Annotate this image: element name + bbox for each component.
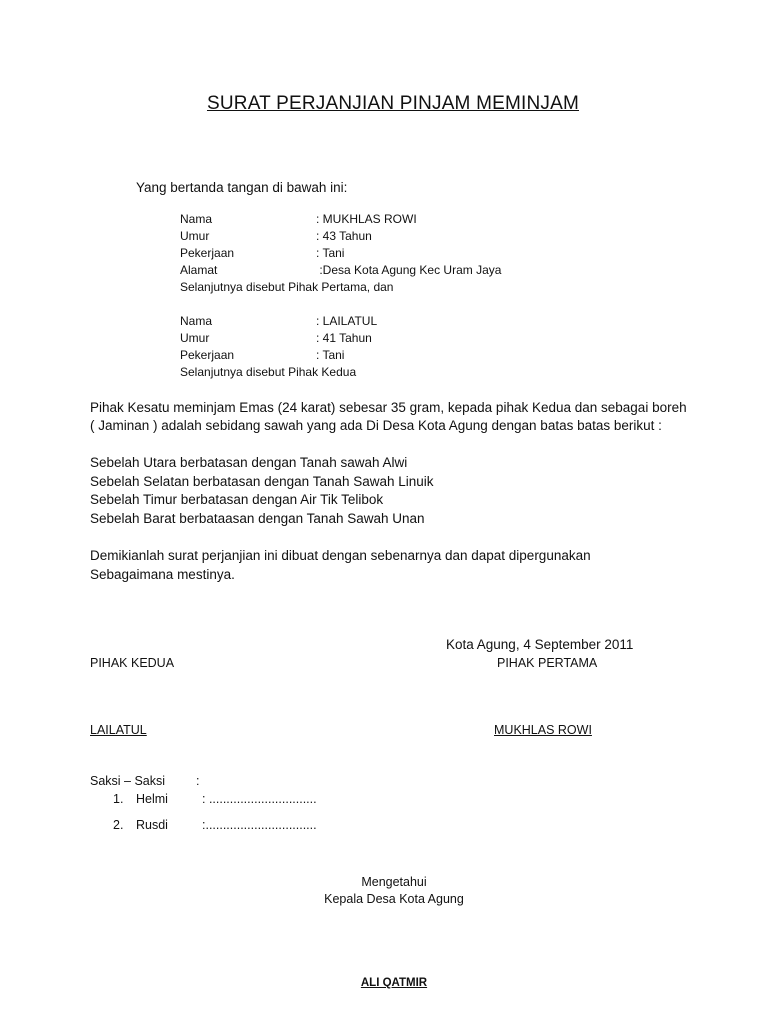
field-value: : Tani bbox=[316, 348, 345, 362]
witness-number: 2. bbox=[113, 818, 124, 832]
first-party-closing: Selanjutnya disebut Pihak Pertama, dan bbox=[180, 280, 394, 294]
first-party-age-row bbox=[180, 228, 501, 245]
first-party-signature-name: MUKHLAS ROWI bbox=[494, 723, 592, 737]
boundary-east: Sebelah Timur berbatasan dengan Air Tik Telibok bbox=[90, 492, 384, 507]
witnesses-label: Saksi – Saksi bbox=[90, 774, 166, 788]
first-party-role: PIHAK PERTAMA bbox=[497, 656, 598, 670]
second-party-age-row bbox=[180, 330, 377, 347]
field-value: : MUKHLAS ROWI bbox=[316, 212, 417, 226]
second-party-name-row bbox=[180, 313, 377, 330]
field-label: Nama bbox=[180, 212, 213, 226]
field-value: : LAILATUL bbox=[316, 314, 378, 328]
witnesses-colon: : bbox=[196, 774, 200, 788]
closing-line: Sebagaimana mestinya. bbox=[90, 567, 235, 582]
boundaries-list bbox=[90, 454, 434, 528]
document-title: SURAT PERJANJIAN PINJAM MEMINJAM bbox=[206, 93, 579, 114]
witness-name: Rusdi bbox=[136, 818, 168, 832]
boundary-north: Sebelah Utara berbatasan dengan Tanah sawah Alwi bbox=[90, 455, 408, 470]
witness-signature-line: : ............................... bbox=[202, 792, 317, 806]
second-party-role: PIHAK KEDUA bbox=[90, 656, 175, 670]
field-label: Nama bbox=[180, 314, 213, 328]
field-value: :Desa Kota Agung Kec Uram Jaya bbox=[316, 263, 502, 277]
boundary-south: Sebelah Selatan berbatasan dengan Tanah Sawah Linuik bbox=[90, 473, 434, 489]
closing-statement bbox=[90, 546, 591, 584]
witness-number: 1. bbox=[113, 792, 124, 806]
first-party-block bbox=[180, 211, 501, 296]
witness-name: Helmi bbox=[136, 792, 168, 806]
field-value: : 43 Tahun bbox=[316, 229, 372, 243]
first-party-job-row bbox=[180, 245, 501, 262]
acknowledgement-title: Kepala Desa Kota Agung bbox=[324, 892, 464, 906]
agreement-line: ( Jaminan ) adalah sebidang sawah yang ada Di Desa Kota Agung dengan batas batas berikut : bbox=[90, 418, 662, 433]
field-label: Pekerjaan bbox=[180, 246, 235, 260]
agreement-paragraph bbox=[90, 399, 687, 435]
second-party-job-row bbox=[180, 347, 377, 364]
boundary-west: Sebelah Barat berbataasan dengan Tanah Sawah Unan bbox=[90, 510, 425, 526]
acknowledgement-heading: Mengetahui bbox=[361, 875, 427, 889]
second-party-block bbox=[180, 313, 377, 381]
field-value: : 41 Tahun bbox=[316, 331, 372, 345]
village-head-name: ALI QATMIR bbox=[360, 977, 428, 989]
first-party-address-row bbox=[180, 262, 501, 279]
field-label: Umur bbox=[180, 229, 210, 243]
second-party-closing: Selanjutnya disebut Pihak Kedua bbox=[180, 365, 357, 379]
intro-text: Yang bertanda tangan di bawah ini: bbox=[136, 180, 348, 195]
witness-signature-line: :................................ bbox=[202, 818, 317, 832]
second-party-signature-name: LAILATUL bbox=[90, 723, 147, 737]
field-label: Umur bbox=[180, 331, 210, 345]
agreement-line: Pihak Kesatu meminjam Emas (24 karat) sebesar 35 gram, kepada pihak Kedua dan sebagai boreh bbox=[90, 400, 687, 415]
field-label: Alamat bbox=[180, 263, 218, 277]
field-value: : Tani bbox=[316, 246, 345, 260]
field-label: Pekerjaan bbox=[180, 348, 235, 362]
closing-line: Demikianlah surat perjanjian ini dibuat dengan sebenarnya dan dapat dipergunakan bbox=[90, 548, 591, 563]
first-party-name-row bbox=[180, 211, 501, 228]
place-date: Kota Agung, 4 September 2011 bbox=[446, 637, 634, 652]
